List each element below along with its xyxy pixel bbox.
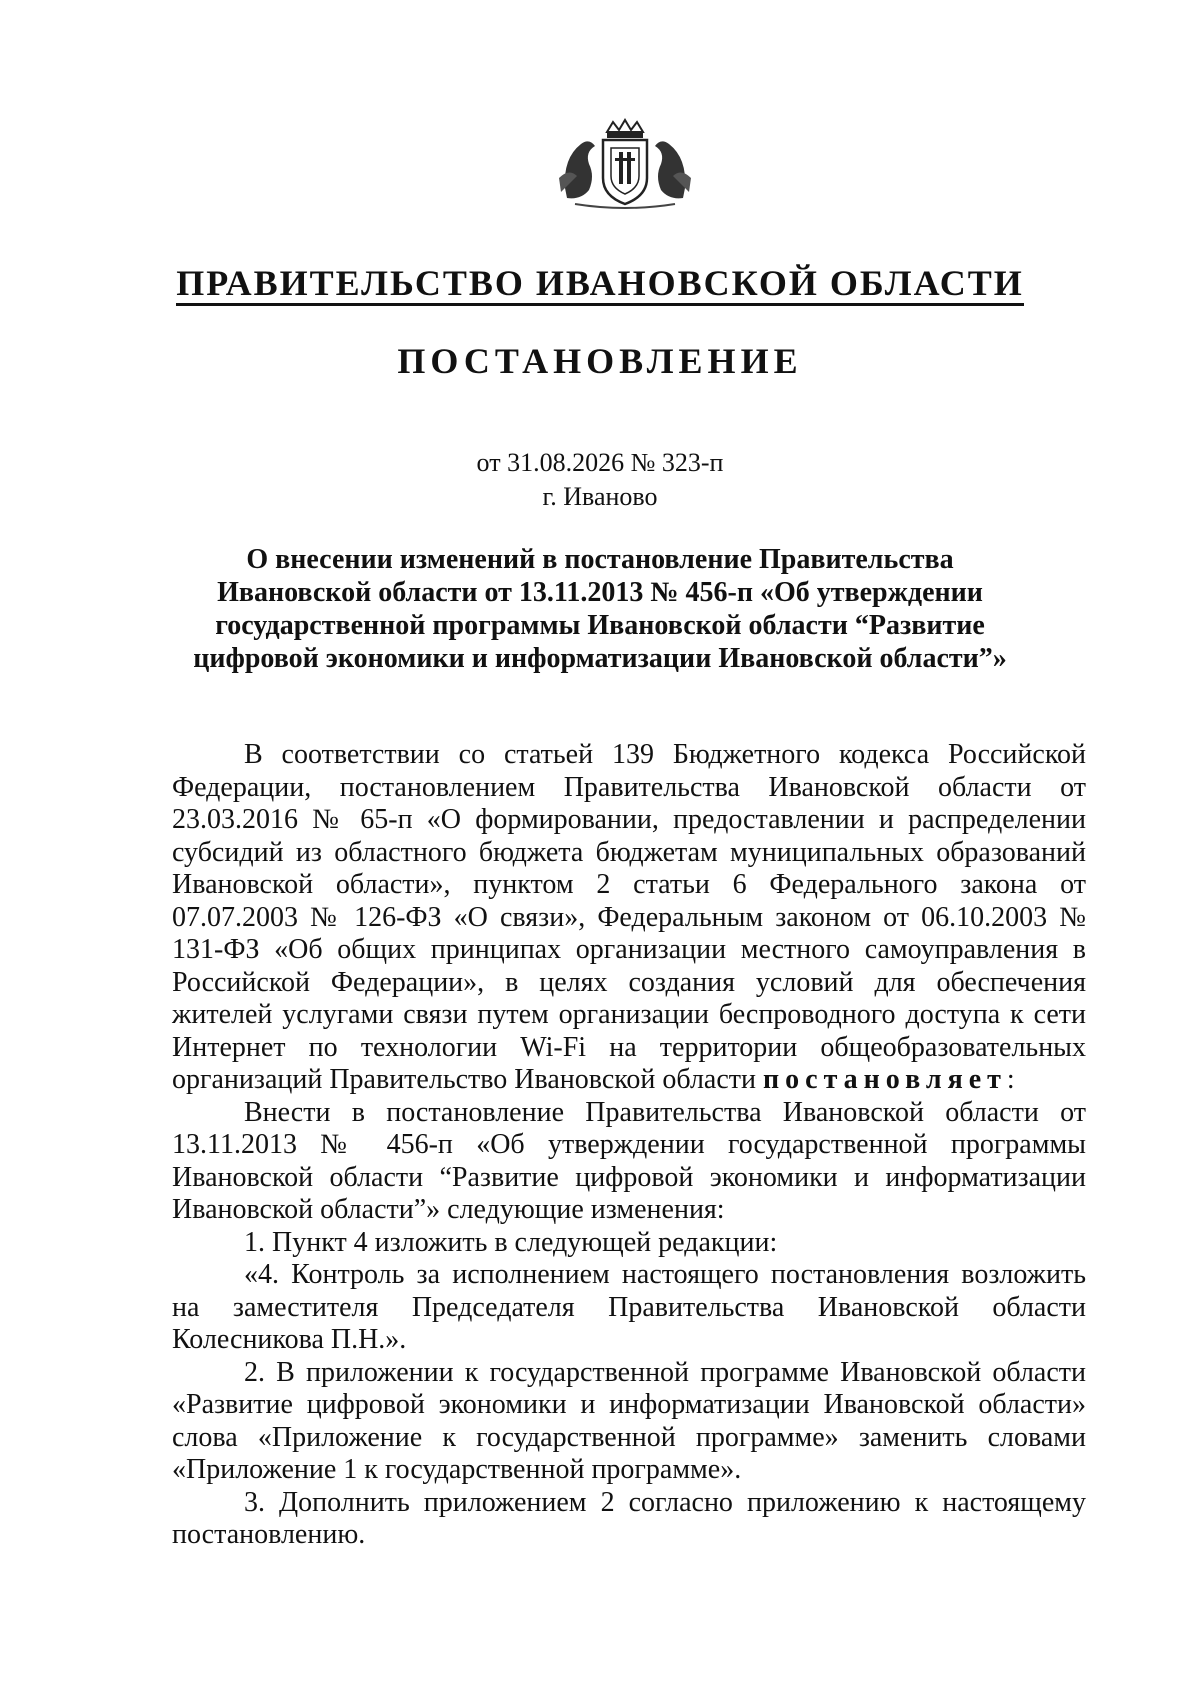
document-type: ПОСТАНОВЛЕНИЕ (397, 341, 803, 381)
resolves-word: постановляет (763, 1064, 1007, 1095)
document-title-line: цифровой экономики и информатизации Ивановской области”» (193, 643, 1007, 674)
preamble-paragraph (172, 739, 1086, 1097)
document-title-line: О внесении изменений в постановление Правительства (246, 544, 954, 575)
item-1-text-paragraph: «4. Контроль за исполнением настоящего постановления возложить на заместителя Председателя Правительства Ивановской области Колесникова П.Н.». (172, 1259, 1086, 1355)
organization-title-text: ПРАВИТЕЛЬСТВО ИВАНОВСКОЙ ОБЛАСТИ (176, 263, 1024, 306)
intro-paragraph: Внести в постановление Правительства Ивановской области от 13.11.2013 № 456-п «Об утверждении государственной программы Ивановской области “Развитие цифровой экономики и информатизации Ивановской области”» следующие изменения: (172, 1096, 1086, 1225)
item-2-paragraph: 2. В приложении к государственной программе Ивановской области «Развитие цифровой экономики и информатизации Ивановской области» слова «Приложение к государственной программе» заменить словами «Приложение 1 к государственной программе». (172, 1356, 1086, 1485)
document-title (150, 543, 1050, 675)
resolves-colon: : (1006, 1064, 1015, 1095)
item-1-paragraph: 1. Пункт 4 изложить в следующей редакции: (244, 1226, 778, 1258)
item-3-paragraph: 3. Дополнить приложением 2 согласно приложению к настоящему постановлению. (172, 1486, 1086, 1550)
document-date-number: от 31.08.2026 № 323-п (476, 448, 724, 477)
ivanovo-coat-of-arms-icon (555, 118, 695, 210)
document-title-line: Ивановской области от 13.11.2013 № 456-п «Об утверждении (217, 577, 983, 608)
preamble-text: В соответствии со статьей 139 Бюджетного кодекса Российской Федерации, постановлением Правительства Ивановской области от 23.03.2016 № 65-п «О формировании, предоставлении и распределении субсидий из областного бюджета бюджетам муниципальных образований Ивановской области», пунктом 2 статьи 6 Федерального закона от 07.07.2003 № 126-ФЗ «О связи», Федеральным законом от 06.10.2003 № 131-ФЗ «Об общих принципах организации местного самоуправления в Российской Федерации», в целях создания условий для обеспечения жителей услугами связи путем организации беспроводного доступа к сети Интернет по технологии Wi-Fi на территории общеобразовательных организаций Правительство Ивановской области (172, 739, 1086, 1095)
document-city: г. Иваново (542, 482, 658, 511)
document-body (172, 739, 1086, 1552)
document-title-line: государственной программы Ивановской области “Развитие (215, 610, 985, 641)
organization-title (0, 262, 1200, 304)
